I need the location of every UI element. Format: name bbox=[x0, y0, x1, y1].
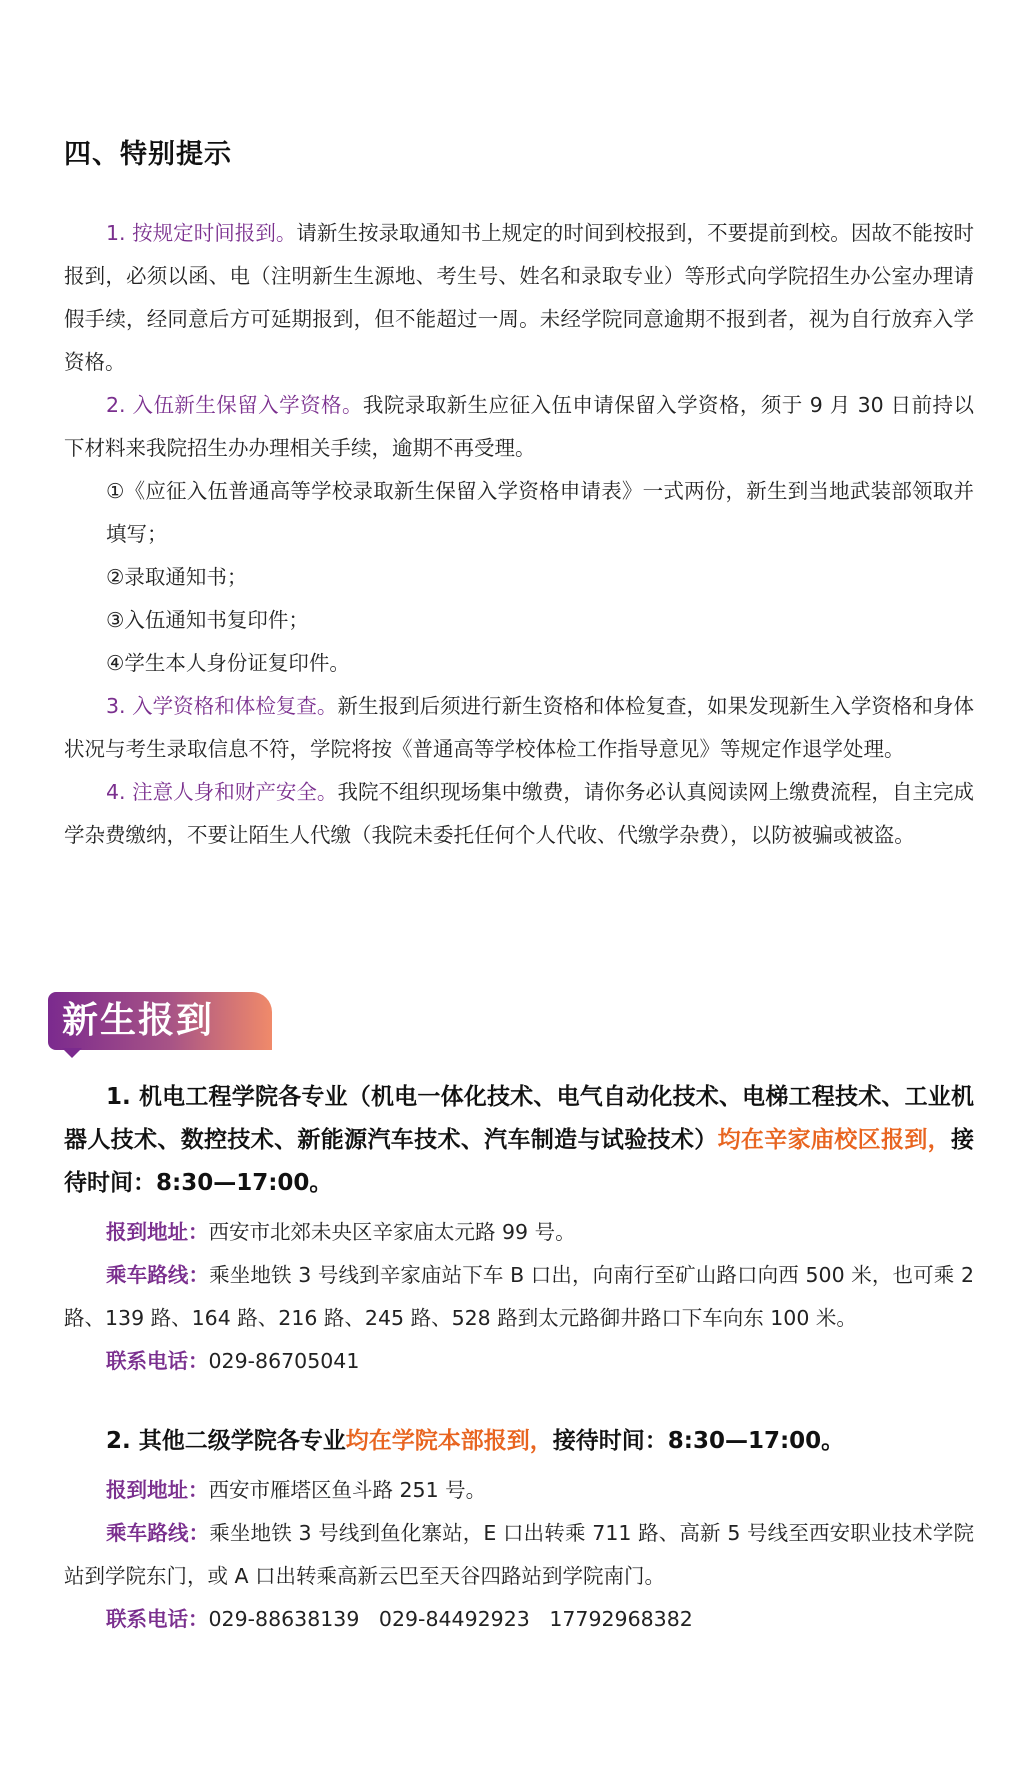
section-heading-special-notice: 四、特别提示 bbox=[64, 139, 232, 170]
tip-2-material-2: ②录取通知书； bbox=[106, 565, 248, 589]
registration-site-1 bbox=[64, 1076, 974, 1383]
tip-2-text: 我院录取新生应征入伍申请保留入学资格，须于 9 月 30 日前持以下材料来我院招生办办理相关手续，逾期不再受理。 bbox=[64, 393, 975, 460]
tip-2-label: 2. 入伍新生保留入学资格。 bbox=[106, 393, 363, 417]
site-2-route bbox=[64, 1512, 974, 1598]
tip-2-material-3: ③入伍通知书复印件； bbox=[106, 608, 309, 632]
site-1-phone bbox=[64, 1340, 974, 1383]
site-2-title bbox=[64, 1420, 974, 1463]
special-notice-tips bbox=[64, 212, 974, 857]
site-2-address bbox=[64, 1469, 974, 1512]
site-2-title-highlight: 均在学院本部报到， bbox=[345, 1428, 553, 1454]
tip-2-material-4: ④学生本人身份证复印件。 bbox=[106, 651, 350, 675]
site-1-route-label: 乘车路线： bbox=[106, 1263, 210, 1287]
site-2-address-label: 报到地址： bbox=[106, 1478, 209, 1502]
site-1-title-suffix: 接待时间：8:30—17:00。 bbox=[64, 1127, 975, 1196]
site-1-route bbox=[64, 1254, 974, 1340]
site-1-route-value: 乘坐地铁 3 号线到辛家庙站下车 B 口出，向南行至矿山路口向西 500 米，也可乘 2 路、139 路、164 路、216 路、245 路、528 路到太元路御井路口下车向东 100 米。 bbox=[64, 1263, 975, 1330]
site-2-route-label: 乘车路线： bbox=[106, 1521, 210, 1545]
tip-2-material-1: ①《应征入伍普通高等学校录取新生保留入学资格申请表》一式两份，新生到当地武装部领取并填写； bbox=[106, 479, 974, 546]
tip-1-label: 1. 按规定时间报到。 bbox=[106, 221, 297, 245]
site-1-title-highlight: 均在辛家庙校区报到， bbox=[717, 1127, 952, 1153]
registration-site-2 bbox=[64, 1420, 974, 1641]
tip-3-text: 新生报到后须进行新生资格和体检复查，如果发现新生入学资格和身体状况与考生录取信息不符，学院将按《普通高等学校体检工作指导意见》等规定作退学处理。 bbox=[64, 694, 975, 761]
site-2-title-suffix: 接待时间：8:30—17:00。 bbox=[552, 1428, 845, 1454]
site-2-phone bbox=[64, 1598, 974, 1641]
tip-2 bbox=[64, 384, 974, 470]
tip-3-label: 3. 入学资格和体检复查。 bbox=[106, 694, 338, 718]
tip-4-label: 4. 注意人身和财产安全。 bbox=[106, 780, 338, 804]
tip-3 bbox=[64, 685, 974, 771]
site-2-address-value: 西安市雁塔区鱼斗路 251 号。 bbox=[208, 1478, 487, 1502]
site-1-title bbox=[64, 1076, 974, 1205]
tip-4 bbox=[64, 771, 974, 857]
tip-1 bbox=[64, 212, 974, 384]
site-2-phone-label: 联系电话： bbox=[106, 1607, 209, 1631]
site-1-address-label: 报到地址： bbox=[106, 1220, 209, 1244]
tip-4-text: 我院不组织现场集中缴费，请你务必认真阅读网上缴费流程，自主完成学杂费缴纳，不要让陌生人代缴（我院未委托任何个人代收、代缴学杂费），以防被骗或被盗。 bbox=[64, 780, 975, 847]
site-1-phone-label: 联系电话： bbox=[106, 1349, 209, 1373]
site-1-title-prefix: 1. 机电工程学院各专业（机电一体化技术、电气自动化技术、电梯工程技术、工业机器人技术、数控技术、新能源汽车技术、汽车制造与试验技术） bbox=[64, 1084, 974, 1153]
site-1-address bbox=[64, 1211, 974, 1254]
registration-banner-title: 新生报到 bbox=[62, 1000, 215, 1041]
site-2-title-prefix: 2. 其他二级学院各专业 bbox=[106, 1428, 346, 1454]
site-2-route-value: 乘坐地铁 3 号线到鱼化寨站，E 口出转乘 711 路、高新 5 号线至西安职业技术学院站到学院东门，或 A 口出转乘高新云巴至天谷四路站到学院南门。 bbox=[64, 1521, 975, 1588]
site-2-phone-value: 029-88638139 029-84492923 17792968382 bbox=[208, 1607, 693, 1631]
site-1-phone-value: 029-86705041 bbox=[208, 1349, 360, 1373]
site-1-address-value: 西安市北郊未央区辛家庙太元路 99 号。 bbox=[208, 1220, 576, 1244]
tip-1-text: 请新生按录取通知书上规定的时间到校报到，不要提前到校。因故不能按时报到，必须以函、电（注明新生生源地、考生号、姓名和录取专业）等形式向学院招生办公室办理请假手续，经同意后方可延期报到，但不能超过一周。未经学院同意逾期不报到者，视为自行放弃入学资格。 bbox=[64, 221, 974, 374]
